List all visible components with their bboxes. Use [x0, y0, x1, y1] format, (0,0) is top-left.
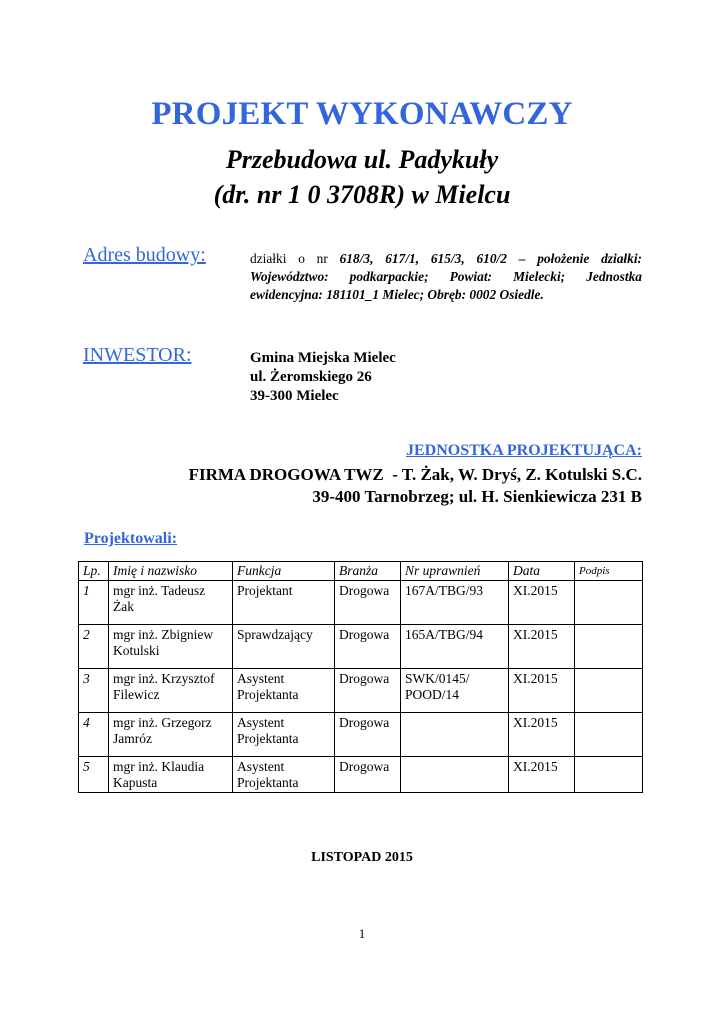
cell-signature	[575, 581, 643, 625]
investor-block	[250, 349, 396, 406]
cell-date: XI.2015	[509, 757, 575, 793]
design-firm-address: 39-400 Tarnobrzeg; ul. H. Sienkiewicza 231 B	[312, 487, 642, 506]
cell-branch: Drogowa	[335, 581, 401, 625]
cell-branch: Drogowa	[335, 669, 401, 713]
cell-branch: Drogowa	[335, 625, 401, 669]
table-row	[79, 581, 643, 625]
investor-city: 39-300 Mielec	[250, 388, 339, 404]
investor-label: INWESTOR:	[83, 344, 192, 366]
cell-license	[401, 757, 509, 793]
cell-date: XI.2015	[509, 713, 575, 757]
col-header-signature: Podpis	[575, 562, 643, 581]
cell-name: mgr inż. Tadeusz Żak	[109, 581, 233, 625]
address-text	[250, 250, 642, 304]
table-header-row	[79, 562, 643, 581]
col-header-role: Funkcja	[233, 562, 335, 581]
address-label: Adres budowy:	[83, 244, 206, 266]
cell-signature	[575, 625, 643, 669]
cell-license: SWK/0145/ POOD/14	[401, 669, 509, 713]
col-header-date: Data	[509, 562, 575, 581]
issue-date: LISTOPAD 2015	[311, 850, 413, 865]
cell-date: XI.2015	[509, 581, 575, 625]
cell-lp: 1	[79, 581, 109, 625]
cell-name: mgr inż. Grzegorz Jamróz	[109, 713, 233, 757]
design-unit-label: JEDNOSTKA PROJEKTUJĄCA:	[405, 442, 642, 459]
cell-signature	[575, 757, 643, 793]
cell-role: Asystent Projektanta	[233, 669, 335, 713]
cell-name: mgr inż. Krzysztof Filewicz	[109, 669, 233, 713]
designers-label: Projektowali:	[84, 530, 178, 547]
project-name-line2: (dr. nr 1 0 3708R) w Mielcu	[213, 180, 511, 209]
document-title: PROJEKT WYKONAWCZY	[151, 96, 573, 132]
address-prefix: działki o nr	[250, 251, 340, 266]
address-location: położenie działki: Województwo: podkarpackie; Powiat: Mielecki; Jednostka ewidencyjna: 181101_1 Mielec; Obręb: 0002 Osiedle.	[250, 251, 642, 302]
cell-license	[401, 713, 509, 757]
cell-lp: 2	[79, 625, 109, 669]
col-header-branch: Branża	[335, 562, 401, 581]
cell-license: 165A/TBG/94	[401, 625, 509, 669]
cell-lp: 4	[79, 713, 109, 757]
col-header-license: Nr uprawnień	[401, 562, 509, 581]
cell-branch: Drogowa	[335, 757, 401, 793]
cell-date: XI.2015	[509, 669, 575, 713]
col-header-lp: Lp.	[79, 562, 109, 581]
cell-date: XI.2015	[509, 625, 575, 669]
cell-name: mgr inż. Zbigniew Kotulski	[109, 625, 233, 669]
address-dash: –	[506, 251, 538, 266]
address-parcels: 618/3, 617/1, 615/3, 610/2	[339, 251, 507, 266]
cell-role: Sprawdzający	[233, 625, 335, 669]
table-row	[79, 713, 643, 757]
col-header-name: Imię i nazwisko	[109, 562, 233, 581]
table-row	[79, 669, 643, 713]
table-row	[79, 625, 643, 669]
cell-role: Asystent Projektanta	[233, 757, 335, 793]
cell-name: mgr inż. Klaudia Kapusta	[109, 757, 233, 793]
cell-role: Asystent Projektanta	[233, 713, 335, 757]
investor-street: ul. Żeromskiego 26	[250, 369, 372, 385]
cell-signature	[575, 713, 643, 757]
cell-role: Projektant	[233, 581, 335, 625]
cell-lp: 3	[79, 669, 109, 713]
project-name-line1: Przebudowa ul. Padykuły	[225, 145, 499, 174]
table-row	[79, 757, 643, 793]
designers-table	[78, 561, 643, 793]
cell-lp: 5	[79, 757, 109, 793]
investor-name: Gmina Miejska Mielec	[250, 350, 396, 366]
page-number: 1	[358, 926, 366, 941]
cell-signature	[575, 669, 643, 713]
cell-license: 167A/TBG/93	[401, 581, 509, 625]
cell-branch: Drogowa	[335, 713, 401, 757]
design-firm-name: FIRMA DROGOWA TWZ - T. Żak, W. Dryś, Z. Kotulski S.C.	[188, 465, 642, 484]
